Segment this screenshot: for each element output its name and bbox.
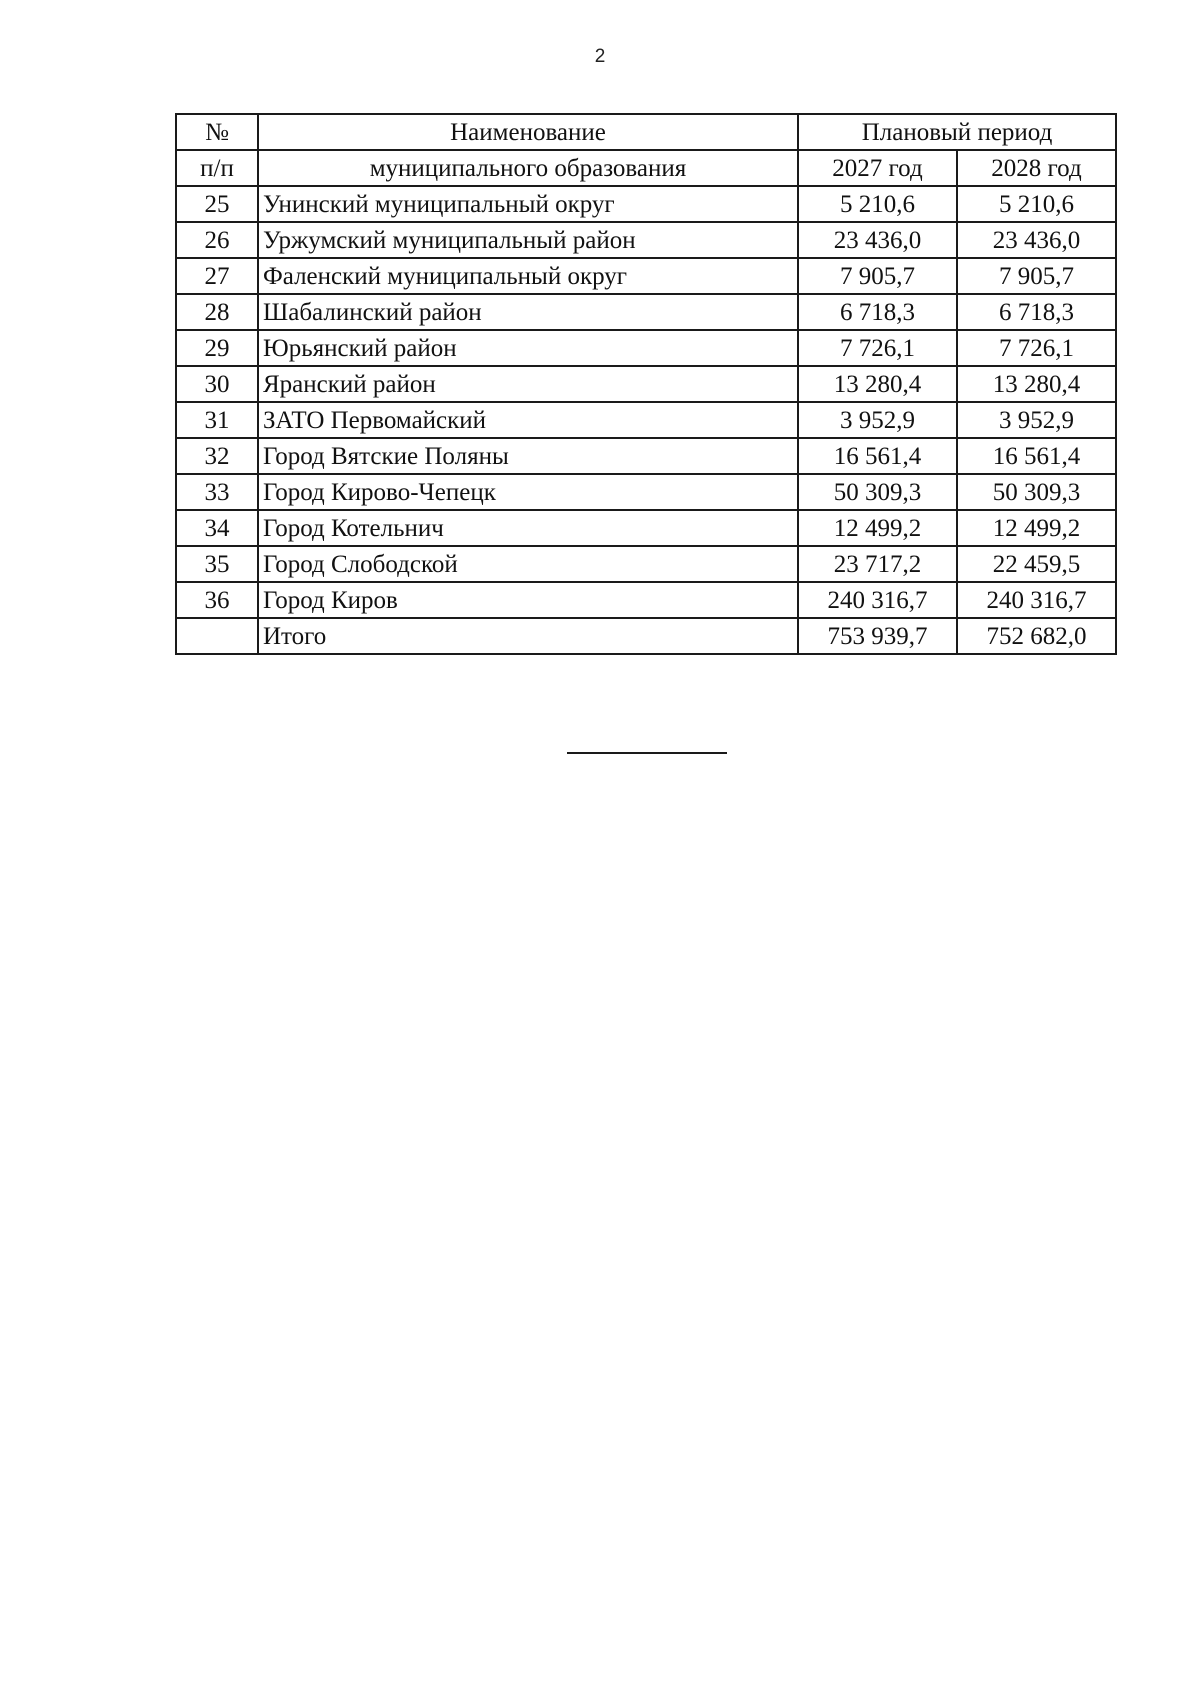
municipality-name-cell: Унинский муниципальный округ [258,186,798,222]
value-2027-cell: 240 316,7 [798,582,957,618]
header-name-line1: Наименование [258,114,798,150]
value-2028-cell: 240 316,7 [957,582,1116,618]
value-2027-cell: 13 280,4 [798,366,957,402]
table-row [176,258,1116,294]
table-row [176,438,1116,474]
header-num-line2: п/п [176,150,258,186]
header-year-2028: 2028 год [957,150,1116,186]
table-row [176,546,1116,582]
value-2028-cell: 752 682,0 [957,618,1116,654]
value-2028-cell: 12 499,2 [957,510,1116,546]
value-2028-cell: 13 280,4 [957,366,1116,402]
value-2027-cell: 7 905,7 [798,258,957,294]
end-separator-line [567,752,727,754]
value-2028-cell: 7 726,1 [957,330,1116,366]
value-2028-cell: 3 952,9 [957,402,1116,438]
header-name-line2: муниципального образования [258,150,798,186]
table-row [176,402,1116,438]
value-2028-cell: 6 718,3 [957,294,1116,330]
page-number: 2 [594,46,606,67]
value-2028-cell: 5 210,6 [957,186,1116,222]
value-2028-cell: 50 309,3 [957,474,1116,510]
value-2027-cell: 753 939,7 [798,618,957,654]
value-2028-cell: 22 459,5 [957,546,1116,582]
allocation-table [175,113,1117,655]
row-number-cell: 29 [176,330,258,366]
municipality-name-cell: ЗАТО Первомайский [258,402,798,438]
table-row [176,294,1116,330]
table-header-row-2 [176,150,1116,186]
row-number-cell: 25 [176,186,258,222]
municipality-name-cell: Юрьянский район [258,330,798,366]
municipality-name-cell: Город Кирово-Чепецк [258,474,798,510]
table-body [176,186,1116,654]
header-num-line1: № [176,114,258,150]
table-header-row-1 [176,114,1116,150]
municipality-name-cell: Город Слободской [258,546,798,582]
row-number-cell: 27 [176,258,258,294]
value-2027-cell: 3 952,9 [798,402,957,438]
municipality-name-cell: Фаленский муниципальный округ [258,258,798,294]
row-number-cell: 35 [176,546,258,582]
table-row [176,474,1116,510]
municipality-name-cell: Итого [258,618,798,654]
municipality-name-cell: Уржумский муниципальный район [258,222,798,258]
value-2028-cell: 7 905,7 [957,258,1116,294]
value-2027-cell: 6 718,3 [798,294,957,330]
row-number-cell: 36 [176,582,258,618]
municipality-name-cell: Город Вятские Поляны [258,438,798,474]
header-planned-period: Плановый период [798,114,1116,150]
value-2028-cell: 16 561,4 [957,438,1116,474]
municipality-name-cell: Город Котельнич [258,510,798,546]
table-row [176,510,1116,546]
row-number-cell: 32 [176,438,258,474]
row-number-cell: 30 [176,366,258,402]
table-row [176,366,1116,402]
municipality-name-cell: Шабалинский район [258,294,798,330]
table-row [176,186,1116,222]
table-row [176,222,1116,258]
value-2027-cell: 23 436,0 [798,222,957,258]
value-2027-cell: 5 210,6 [798,186,957,222]
value-2027-cell: 7 726,1 [798,330,957,366]
value-2027-cell: 16 561,4 [798,438,957,474]
table-total-row [176,618,1116,654]
row-number-cell [176,618,258,654]
row-number-cell: 33 [176,474,258,510]
value-2028-cell: 23 436,0 [957,222,1116,258]
header-year-2027: 2027 год [798,150,957,186]
value-2027-cell: 12 499,2 [798,510,957,546]
value-2027-cell: 23 717,2 [798,546,957,582]
value-2027-cell: 50 309,3 [798,474,957,510]
row-number-cell: 26 [176,222,258,258]
row-number-cell: 31 [176,402,258,438]
table-row [176,582,1116,618]
municipality-name-cell: Город Киров [258,582,798,618]
row-number-cell: 34 [176,510,258,546]
row-number-cell: 28 [176,294,258,330]
municipality-name-cell: Яранский район [258,366,798,402]
table-row [176,330,1116,366]
